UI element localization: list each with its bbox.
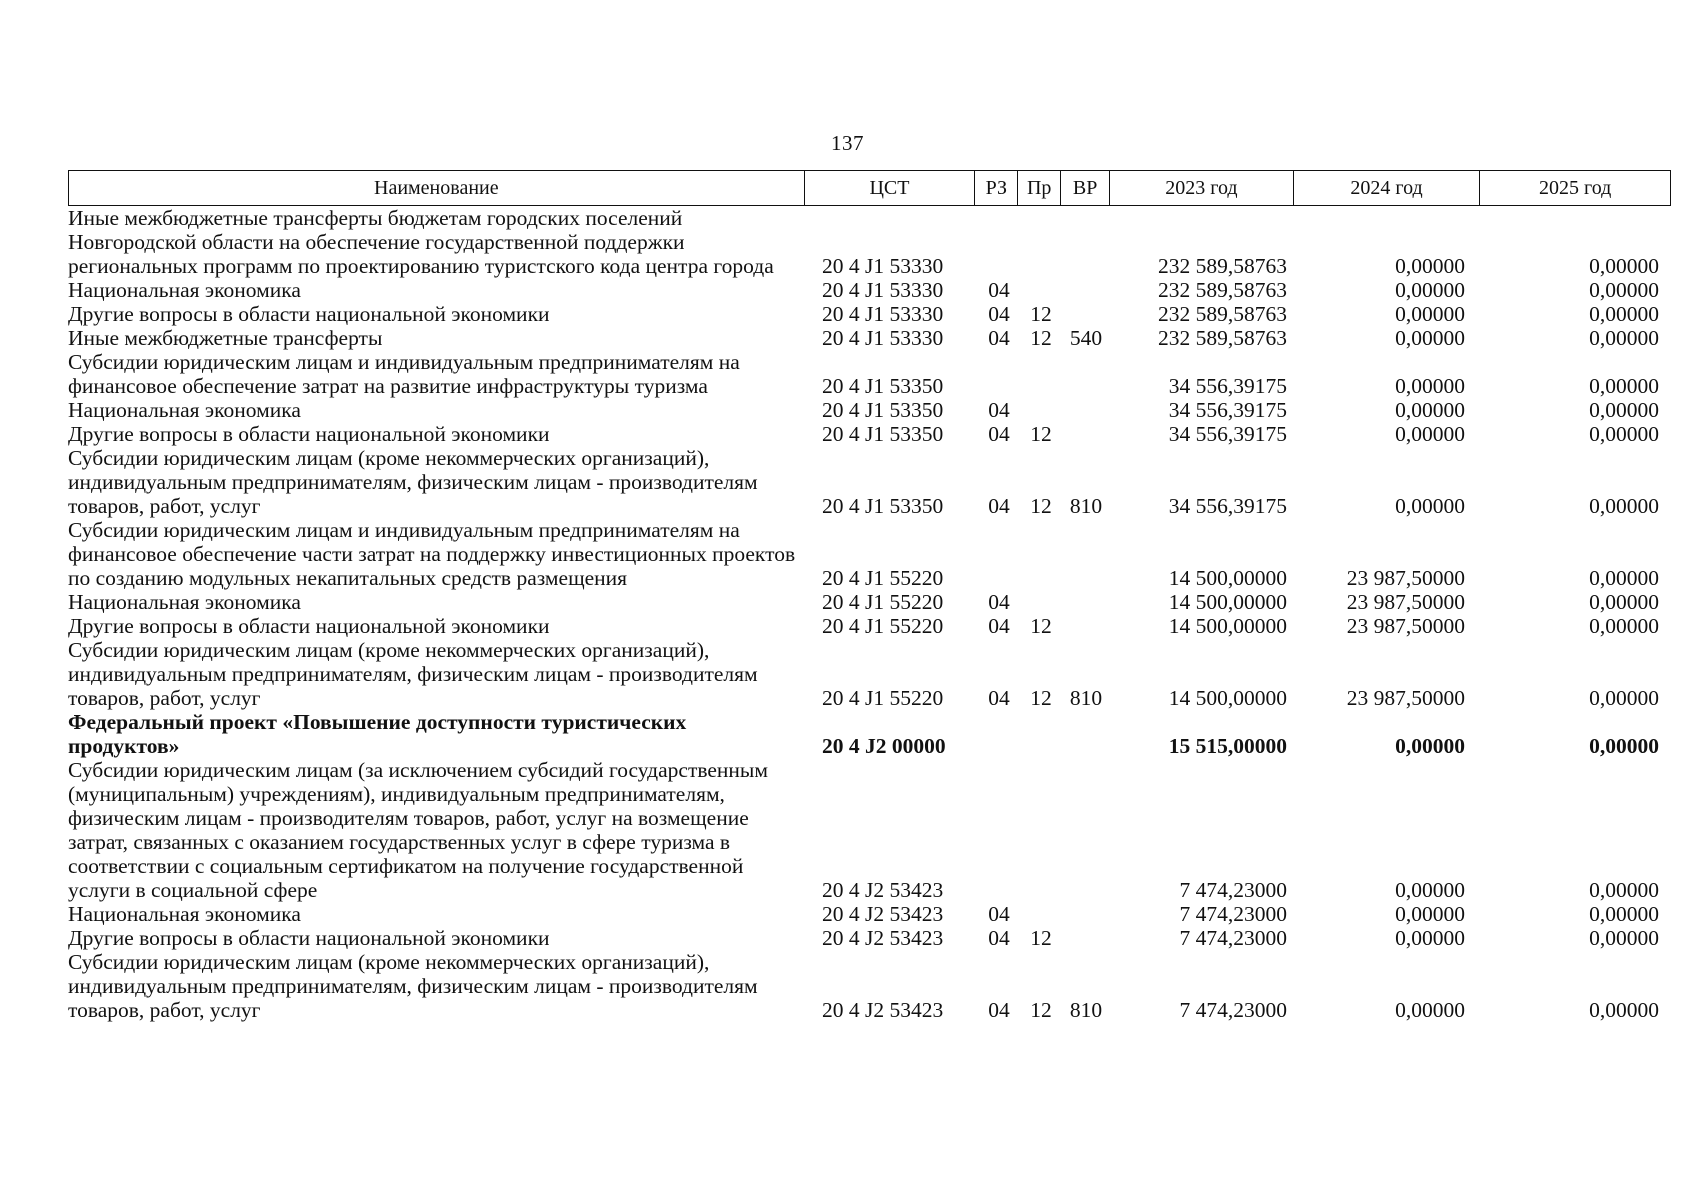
table-row xyxy=(68,590,1671,614)
cell-y2024: 0,00000 xyxy=(1395,494,1465,518)
cell-y2023: 7 474,23000 xyxy=(1179,926,1287,950)
cell-name: Другие вопросы в области национальной экономики xyxy=(68,926,550,950)
cell-y2025: 0,00000 xyxy=(1589,254,1659,278)
cell-y2023: 15 515,00000 xyxy=(1168,734,1287,758)
cell-vr: 540 xyxy=(1069,326,1103,350)
cell-y2023: 34 556,39175 xyxy=(1168,422,1287,446)
cell-y2023: 7 474,23000 xyxy=(1179,902,1287,926)
cell-y2023: 14 500,00000 xyxy=(1168,614,1287,638)
cell-y2025: 0,00000 xyxy=(1589,590,1659,614)
table-row xyxy=(68,302,1671,326)
cell-vr: 810 xyxy=(1069,686,1103,710)
cell-y2024: 0,00000 xyxy=(1395,902,1465,926)
table-row xyxy=(68,950,1671,1022)
cell-y2023: 34 556,39175 xyxy=(1168,398,1287,422)
cell-y2025: 0,00000 xyxy=(1589,326,1659,350)
cell-pr: 12 xyxy=(1030,686,1052,710)
header-pr: Пр xyxy=(1018,171,1061,205)
cell-name: Национальная экономика xyxy=(68,398,301,422)
cell-y2025: 0,00000 xyxy=(1589,374,1659,398)
cell-y2023: 7 474,23000 xyxy=(1179,998,1287,1022)
cell-y2023: 14 500,00000 xyxy=(1168,686,1287,710)
table-row xyxy=(68,614,1671,638)
cell-name: Иные межбюджетные трансферты xyxy=(68,326,383,350)
cell-y2024: 0,00000 xyxy=(1395,374,1465,398)
cell-y2025: 0,00000 xyxy=(1589,686,1659,710)
cell-y2024: 0,00000 xyxy=(1395,998,1465,1022)
cell-name: Национальная экономика xyxy=(68,590,301,614)
table-row xyxy=(68,422,1671,446)
cell-rz: 04 xyxy=(988,326,1010,350)
table-row xyxy=(68,446,1671,518)
cell-y2024: 23 987,50000 xyxy=(1346,590,1465,614)
header-name: Наименование xyxy=(69,171,805,205)
cell-y2023: 14 500,00000 xyxy=(1168,590,1287,614)
budget-table xyxy=(68,170,1671,1022)
cell-y2024: 23 987,50000 xyxy=(1346,686,1465,710)
cell-cst: 20 4 J1 55220 xyxy=(822,590,944,614)
cell-cst: 20 4 J2 53423 xyxy=(822,998,944,1022)
cell-y2025: 0,00000 xyxy=(1589,566,1659,590)
table-row xyxy=(68,902,1671,926)
cell-rz: 04 xyxy=(988,686,1010,710)
cell-y2024: 23 987,50000 xyxy=(1346,566,1465,590)
cell-y2025: 0,00000 xyxy=(1589,494,1659,518)
cell-cst: 20 4 J1 53330 xyxy=(822,278,944,302)
cell-y2025: 0,00000 xyxy=(1589,302,1659,326)
cell-rz: 04 xyxy=(988,998,1010,1022)
cell-y2023: 232 589,58763 xyxy=(1158,278,1287,302)
cell-y2024: 0,00000 xyxy=(1395,734,1465,758)
cell-y2024: 0,00000 xyxy=(1395,278,1465,302)
cell-cst: 20 4 J1 53350 xyxy=(822,398,944,422)
cell-cst: 20 4 J1 53330 xyxy=(822,302,944,326)
cell-rz: 04 xyxy=(988,494,1010,518)
cell-pr: 12 xyxy=(1030,326,1052,350)
cell-y2025: 0,00000 xyxy=(1589,878,1659,902)
header-2025: 2025 год xyxy=(1539,176,1612,199)
table-row xyxy=(68,758,1671,902)
cell-cst: 20 4 J1 55220 xyxy=(822,686,944,710)
cell-name: Субсидии юридическим лицам (кроме некоммерческих организаций), индивидуальным предпринимателям, физическим лицам - производителям товаров, работ, услуг xyxy=(68,638,758,710)
cell-cst: 20 4 J1 55220 xyxy=(822,614,944,638)
cell-y2024: 0,00000 xyxy=(1395,398,1465,422)
page-number: 137 xyxy=(831,131,864,155)
cell-rz: 04 xyxy=(988,302,1010,326)
header-2024: 2024 год xyxy=(1294,171,1481,205)
cell-y2023: 34 556,39175 xyxy=(1168,494,1287,518)
cell-y2025: 0,00000 xyxy=(1589,398,1659,422)
cell-rz: 04 xyxy=(988,614,1010,638)
cell-rz: 04 xyxy=(988,902,1010,926)
cell-cst: 20 4 J1 53350 xyxy=(822,422,944,446)
cell-vr: 810 xyxy=(1069,494,1103,518)
table-row xyxy=(68,326,1671,350)
cell-cst: 20 4 J2 00000 xyxy=(822,734,946,758)
cell-y2023: 14 500,00000 xyxy=(1168,566,1287,590)
cell-pr: 12 xyxy=(1030,614,1052,638)
cell-pr: 12 xyxy=(1030,494,1052,518)
cell-y2025: 0,00000 xyxy=(1589,926,1659,950)
cell-name: Федеральный проект «Повышение доступности туристических продуктов» xyxy=(68,710,687,758)
cell-y2023: 232 589,58763 xyxy=(1158,326,1287,350)
cell-y2024: 0,00000 xyxy=(1395,254,1465,278)
cell-name: Другие вопросы в области национальной экономики xyxy=(68,302,550,326)
header-cst: ЦСТ xyxy=(805,171,976,205)
cell-name: Субсидии юридическим лицам (за исключением субсидий государственным (муниципальным) учреждениям), индивидуальным предпринимателям, физическим лицам - производителям товаров, работ, услуг на возмещение затрат, связанных с оказанием государственных услуг в сфере туризма в соответствии с социальным сертификатом на получение государственной услуги в социальной сфере xyxy=(68,758,768,902)
cell-name: Иные межбюджетные трансферты бюджетам городских поселений Новгородской области на обеспечение государственной поддержки региональных программ по проектированию туристского кода центра города xyxy=(68,206,774,278)
cell-name: Субсидии юридическим лицам (кроме некоммерческих организаций), индивидуальным предпринимателям, физическим лицам - производителям товаров, работ, услуг xyxy=(68,446,758,518)
cell-y2025: 0,00000 xyxy=(1589,734,1659,758)
cell-cst: 20 4 J1 53330 xyxy=(822,254,944,278)
cell-y2024: 0,00000 xyxy=(1395,422,1465,446)
cell-rz: 04 xyxy=(988,590,1010,614)
cell-cst: 20 4 J1 53350 xyxy=(822,494,944,518)
cell-cst: 20 4 J2 53423 xyxy=(822,878,944,902)
table-row xyxy=(68,398,1671,422)
cell-rz: 04 xyxy=(988,422,1010,446)
cell-cst: 20 4 J1 55220 xyxy=(822,566,944,590)
cell-cst: 20 4 J2 53423 xyxy=(822,926,944,950)
cell-name: Другие вопросы в области национальной экономики xyxy=(68,614,550,638)
cell-pr: 12 xyxy=(1030,926,1052,950)
cell-cst: 20 4 J2 53423 xyxy=(822,902,944,926)
cell-name: Национальная экономика xyxy=(68,902,301,926)
header-2023: 2023 год xyxy=(1110,171,1294,205)
cell-y2024: 0,00000 xyxy=(1395,302,1465,326)
table-row xyxy=(68,206,1671,278)
table-row xyxy=(68,710,1671,758)
cell-rz: 04 xyxy=(988,926,1010,950)
cell-y2025: 0,00000 xyxy=(1589,902,1659,926)
table-row xyxy=(68,518,1671,590)
cell-pr: 12 xyxy=(1030,302,1052,326)
table-row xyxy=(68,926,1671,950)
cell-cst: 20 4 J1 53350 xyxy=(822,374,944,398)
table-row xyxy=(68,278,1671,302)
cell-y2023: 232 589,58763 xyxy=(1158,254,1287,278)
cell-y2023: 7 474,23000 xyxy=(1179,878,1287,902)
cell-y2024: 0,00000 xyxy=(1395,326,1465,350)
cell-name: Субсидии юридическим лицам (кроме некоммерческих организаций), индивидуальным предпринимателям, физическим лицам - производителям товаров, работ, услуг xyxy=(68,950,758,1022)
cell-name: Национальная экономика xyxy=(68,278,301,302)
cell-y2023: 34 556,39175 xyxy=(1168,374,1287,398)
cell-y2025: 0,00000 xyxy=(1589,614,1659,638)
cell-rz: 04 xyxy=(988,278,1010,302)
cell-y2024: 0,00000 xyxy=(1395,926,1465,950)
cell-name: Другие вопросы в области национальной экономики xyxy=(68,422,550,446)
header-vr: ВР xyxy=(1061,171,1110,205)
cell-y2023: 232 589,58763 xyxy=(1158,302,1287,326)
cell-name: Субсидии юридическим лицам и индивидуальным предпринимателям на финансовое обеспечение затрат на развитие инфраструктуры туризма xyxy=(68,350,740,398)
cell-pr: 12 xyxy=(1030,998,1052,1022)
table-row xyxy=(68,638,1671,710)
cell-rz: 04 xyxy=(988,398,1010,422)
cell-y2024: 23 987,50000 xyxy=(1346,614,1465,638)
table-header xyxy=(68,170,1671,206)
table-row xyxy=(68,350,1671,398)
header-rz: РЗ xyxy=(975,171,1018,205)
cell-y2025: 0,00000 xyxy=(1589,422,1659,446)
cell-y2025: 0,00000 xyxy=(1589,278,1659,302)
table-body xyxy=(68,206,1671,1022)
cell-pr: 12 xyxy=(1030,422,1052,446)
cell-vr: 810 xyxy=(1069,998,1103,1022)
cell-cst: 20 4 J1 53330 xyxy=(822,326,944,350)
cell-y2025: 0,00000 xyxy=(1589,998,1659,1022)
cell-name: Субсидии юридическим лицам и индивидуальным предпринимателям на финансовое обеспечение части затрат на поддержку инвестиционных проектов по созданию модульных некапитальных средств размещения xyxy=(68,518,796,590)
cell-y2024: 0,00000 xyxy=(1395,878,1465,902)
